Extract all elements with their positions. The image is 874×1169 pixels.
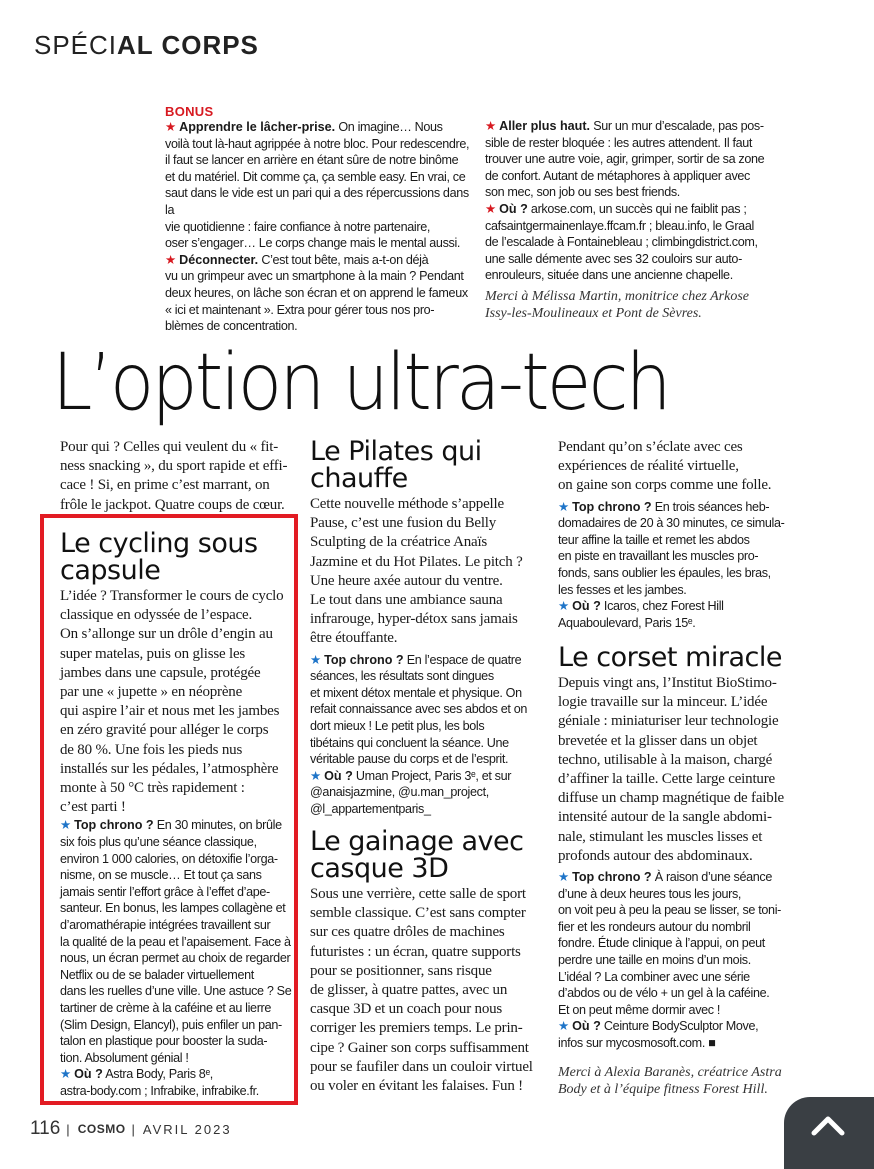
chrono-title: Top chrono ? (572, 870, 652, 885)
bonus-column-1 (165, 104, 475, 335)
chrono-title: Top chrono ? (572, 499, 652, 514)
bonus-credit: Merci à Mélissa Martin, monitrice chez Arkose Issy-les-Moulineaux et Pont de Sèvres. (485, 288, 750, 322)
divider: | (66, 1121, 72, 1137)
article-body: Pendant qu’on s’éclate avec ces expériences de réalité virtuelle, on gaine son corps comme une folle. (558, 439, 772, 494)
star-icon: ★ (60, 818, 75, 833)
article-body: Cette nouvelle méthode s’appelle Pause, c’est une fusion du Belly Sculpting de la créatrice Anaïs Jazmine et du Hot Pilates. Le pitch ? Une heure axée autour du ventre. Le tout dans une ambiance sauna infrarouge, hyper-détox sans jamais être étouffante. (310, 496, 523, 647)
top-chrono (558, 869, 798, 1018)
corset-credit: Merci à Alexia Baranès, créatrice Astra Body et à l’équipe fitness Forest Hill. (558, 1064, 782, 1098)
where (558, 1018, 798, 1051)
item-text: C’est tout bête, mais a-t-on déjà vu un grimpeur avec un smartphone à la main ? Pendant deux heures, on lâche son écran et on apprend le fameux « ici et maintenant ». Extra pour gérer tous nos pro- blèmes de concentration. (165, 252, 468, 334)
star-icon: ★ (558, 499, 573, 514)
where (60, 1066, 296, 1099)
article-vr-continued (558, 438, 798, 631)
star-icon: ★ (558, 870, 573, 885)
item-text: Sur un mur d’escalade, pas pos- sible de rester bloquée : les autres attendent. Il faut trouver une autre voie, agir, grimper, sortir de sa zone de confort. Autant de métaphores à appliquer avec son mec, son job ou ses best friends. (485, 119, 765, 200)
where-text: Icaros, chez Forest Hill Aquaboulevard, Paris 15ᵉ. (558, 599, 724, 630)
star-icon: ★ (165, 252, 180, 267)
where-text: Uman Project, Paris 3ᵉ, et sur @anaisjazmine, @u.man_project, @l_appartementparis_ (310, 768, 512, 816)
divider: | (131, 1121, 137, 1137)
magazine-name: COSMO (77, 1122, 126, 1136)
top-chrono (310, 652, 550, 768)
header-suffix: AL CORPS (117, 30, 259, 60)
star-icon: ★ (485, 119, 500, 133)
star-icon: ★ (558, 599, 573, 614)
where-text: Astra Body, Paris 8ᵉ, astra-body.com ; Infrabike, infrabike.fr. (60, 1067, 259, 1098)
chevron-up-icon (808, 1111, 848, 1141)
where-title: Où ? (572, 599, 601, 614)
bonus-item (485, 201, 785, 284)
item-text: arkose.com, un succès qui ne faiblit pas ; cafsaintgermainenlaye.ffcam.fr ; bleau.info, le Graal de l’escalade à Fontainebleau ; climbingdistrict.com, une salle démente avec ses 32 couloirs sur auto- enrouleurs, située dans une ancienne chapelle. (485, 201, 758, 283)
bonus-item (485, 118, 785, 201)
chrono-title: Top chrono ? (324, 652, 404, 667)
article-heading: Le cycling sous capsule (60, 528, 258, 586)
intro-text: Pour qui ? Celles qui veulent du « fit- ness snacking », du sport rapide et effi- cace ! Si, en prime c’est marrant, on frôle le jackpot. Quatre coups de cœur. (60, 439, 288, 513)
top-chrono (60, 817, 296, 1066)
chrono-text: En l’espace de quatre séances, les résultats sont dingues et mixent détox mentale et physique. On refait connaissance avec ses abdos et on dort mieux ! Le petit plus, les bols tibétains qui concluent la séance. Une véritable pause du corps et de l’esprit. (310, 652, 528, 767)
item-title: Apprendre le lâcher-prise. (179, 120, 336, 134)
where (310, 768, 550, 818)
article-heading: Le corset miracle (558, 642, 782, 673)
article-heading: Le Pilates qui chauffe (310, 436, 482, 494)
bonus-item (165, 252, 475, 335)
where-title: Où ? (324, 768, 353, 783)
scroll-to-top-button[interactable] (784, 1097, 874, 1169)
chrono-text: En trois séances heb- domadaires de 20 à 30 minutes, ce simula- teur affine la taille et remet les abdos en piste en travaillant les muscles pro- fonds, sans oublier les épaules, les bras, les fesses et les jambes. (558, 499, 785, 597)
chrono-text: À raison d’une séance d’une à deux heures tous les jours, on voit peu à peu la peau se lisser, se toni- fier et les rondeurs autour du nombril fondre. Étude clinique à l’appui, on peut perdre une taille en moins d’un mois. L’idéal ? La combiner avec une série d’abdos ou de vélo + un gel à la caféine. Et on peut même dormir avec ! (558, 870, 781, 1017)
item-text: On imagine… Nous voilà tout là-haut agrippée à notre bloc. Pour redescendre, il faut se lancer en arrière en étant sûre de notre binôme et du matériel. Dit comme ça, ça semble easy. En vrai, ce saut dans le vide est un pari qui a des répercussions dans la vie quotidienne : faire confiance à notre partenaire, oser s’engager… Le corps change mais le mental aussi. (165, 120, 470, 251)
star-icon: ★ (485, 201, 500, 216)
article-body: Sous une verrière, cette salle de sport semble classique. C’est sans compter sur ces quatre drôles de machines futuristes : un écran, quatre supports pour se positionner, sans risque de glisser, à quatre pattes, avec un casque 3D et un coach pour nous corriger les premiers temps. Le prin- cipe ? Gainer son corps suffisamment pour se faufiler dans un couloir virtuel ou voler en évitant les falaises. Fun ! (310, 886, 533, 1095)
page-title: L’option ultra-tech (52, 338, 669, 428)
page-number: 116 (30, 1118, 61, 1139)
where-text: Ceinture BodySculptor Move, infos sur mycosmosoft.com. ■ (558, 1019, 759, 1050)
page-footer (30, 1118, 232, 1140)
article-cycling (60, 530, 296, 1100)
chrono-text: En 30 minutes, on brûle six fois plus qu’une séance classique, environ 1 000 calories, on détoxifie l’orga- nisme, on se muscle… Et tout ça sans jamais sentir l’effort grâce à l’effet d’ape- santeur. En bonus, les lampes collagène et d’aromathérapie intégrées travaillent sur la qualité de la peau et l’apaisement. Face à nous, un écran permet au choix de regarder Netflix ou de se balader virtuellement dans les ruelles d’une ville. Une astuce ? Se tartiner de crème à la caféine et au lierre (Slim Design, Elancyl), puis enfiler un pan- talon en plastique pour booster la suda- tion. Absolument génial ! (60, 818, 292, 1065)
star-icon: ★ (165, 120, 180, 134)
header-prefix: SPÉCI (34, 30, 118, 60)
item-title: Déconnecter. (179, 252, 259, 267)
bonus-label: BONUS (165, 104, 214, 119)
star-icon: ★ (310, 768, 325, 783)
item-title: Où ? (499, 201, 528, 216)
article-body: Depuis vingt ans, l’Institut BioStimo- logie travaille sur la minceur. L’idée géniale : miniaturiser leur technologie brevetée et la glisser dans un objet techno, utilisable à la maison, chargé d’affiner la taille. Cette large ceinture diffuse un champ magnétique de faible intensité autour de la sangle abdomi- nale, stimulant les muscles lisses et profonds autour des abdominaux. (558, 675, 784, 864)
bonus-column-2 (485, 118, 785, 323)
bonus-item (165, 119, 475, 252)
issue-date: AVRIL 2023 (142, 1121, 232, 1137)
item-title: Aller plus haut. (499, 119, 591, 133)
article-heading: Le gainage avec casque 3D (310, 826, 524, 884)
chrono-title: Top chrono ? (74, 818, 154, 833)
star-icon: ★ (310, 652, 325, 667)
article-pilates (310, 438, 550, 818)
article-gainage (310, 828, 550, 1096)
star-icon: ★ (558, 1019, 573, 1034)
article-body: L’idée ? Transformer le cours de cyclo classique en odyssée de l’espace. On s’allonge sur un drôle d’engin au super matelas, puis on glisse les jambes dans une capsule, protégée par une « jupette » en néoprène qui aspire l’air et nous met les jambes en zéro gravité pour alléger le corps de 80 %. Une fois les pieds nus installés sur les pédales, l’atmosphère monte à 50 °C très rapidement : c’est parti ! (60, 588, 284, 816)
where-title: Où ? (572, 1019, 601, 1034)
section-header (34, 30, 259, 61)
where-title: Où ? (74, 1067, 103, 1082)
top-chrono (558, 499, 798, 599)
article-corset (558, 644, 798, 1099)
star-icon: ★ (60, 1067, 75, 1082)
where (558, 598, 798, 631)
